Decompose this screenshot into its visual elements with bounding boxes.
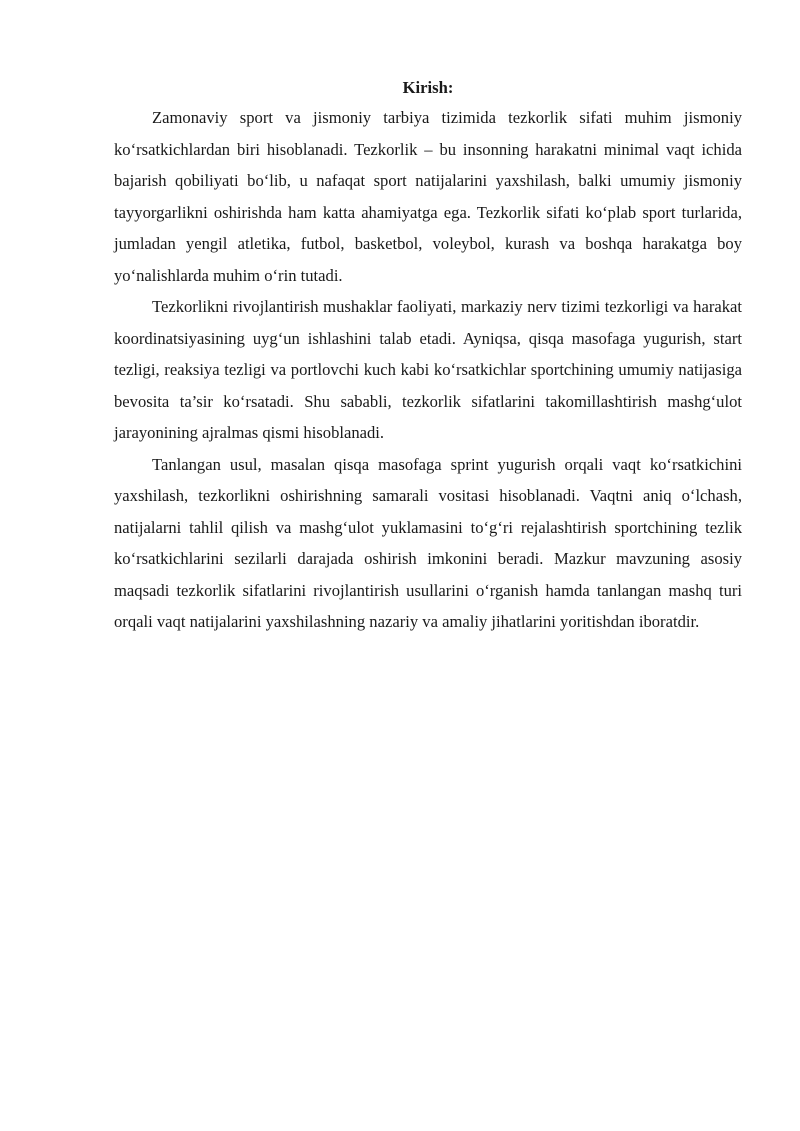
- paragraph-3: Tanlangan usul, masalan qisqa masofaga sprint yugurish orqali vaqt ko‘rsatkichini yaxshilash, tezkorlikni oshirishning samarali vositasi hisoblanadi. Vaqtni aniq o‘lchash, natijalarni tahlil qilish va mashg‘ulot yuklamasini to‘g‘ri rejalashtirish sportchining tezlik ko‘rsatkichlarini sezilarli darajada oshirish imkonini beradi. Mazkur mavzuning asosiy maqsadi tezkorlik sifatlarini rivojlantirish usullarini o‘rganish hamda tanlangan mashq turi orqali vaqt natijalarini yaxshilashning nazariy va amaliy jihatlarini yoritishdan iboratdir.: [114, 454, 742, 631]
- paragraph-1: Zamonaviy sport va jismoniy tarbiya tizimida tezkorlik sifati muhim jismoniy ko‘rsatkichlardan biri hisoblanadi. Tezkorlik – bu insonning harakatni minimal vaqt ichida bajarish qobiliyati bo‘lib, u nafaqat sport natijalarini yaxshilash, balki umumiy jismoniy tayyorgarlikni oshirishda ham katta ahamiyatga ega. Tezkorlik sifati ko‘plab sport turlarida, jumladan yengil atletika, futbol, basketbol, voleybol, kurash va boshqa harakatga boy yo‘nalishlarda muhim o‘rin tutadi.: [114, 108, 742, 285]
- paragraph-2: Tezkorlikni rivojlantirish mushaklar faoliyati, markaziy nerv tizimi tezkorligi va harakat koordinatsiyasining uyg‘un ishlashini talab etadi. Ayniqsa, qisqa masofaga yugurish, start tezligi, reaksiya tezligi va portlovchi kuch kabi ko‘rsatkichlar sportchining umumiy natijasiga bevosita ta’sir ko‘rsatadi. Shu sababli, tezkorlik sifatlarini takomillashtirish mashg‘ulot jarayonining ajralmas qismi hisoblanadi.: [114, 297, 742, 442]
- document-body: [114, 76, 742, 638]
- section-heading: Kirish:: [402, 78, 454, 97]
